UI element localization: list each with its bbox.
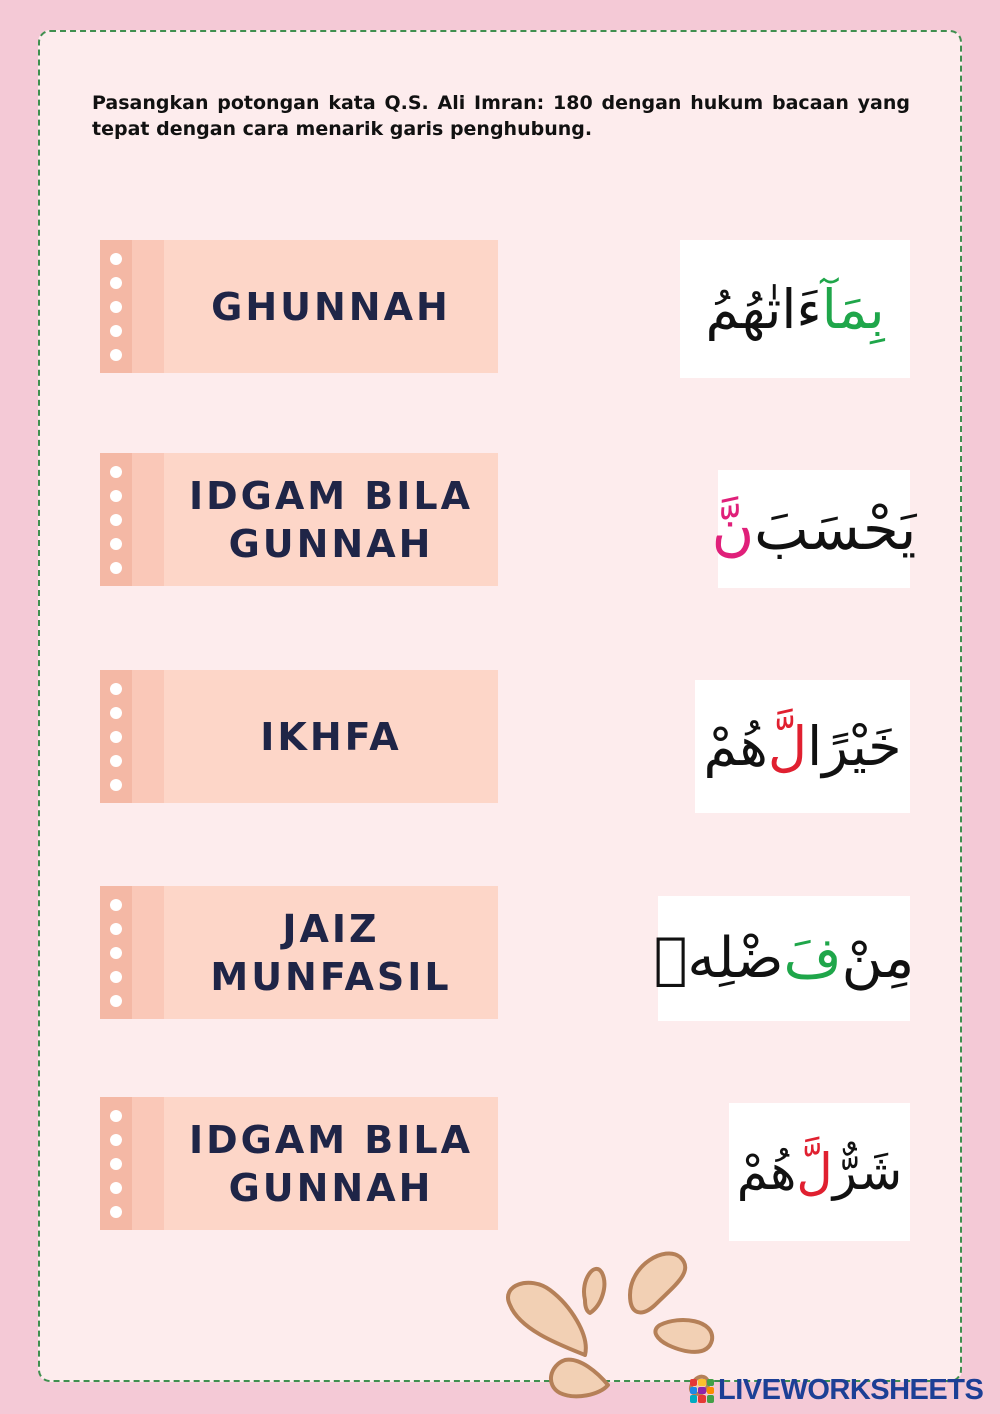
answer-label-idgam-bila-gunnah-2[interactable] xyxy=(100,1097,498,1230)
notebook-holes xyxy=(110,1110,122,1218)
instruction-text: Pasangkan potongan kata Q.S. Ali Imran: 180 dengan hukum bacaan yang tepat dengan cara menarik garis penghubung. xyxy=(92,92,910,140)
arabic-word-card-4[interactable] xyxy=(653,896,915,1021)
arabic-segment: هُمْ xyxy=(736,1143,797,1201)
arabic-segment: لَّ xyxy=(767,715,808,778)
brand-name: LIVEWORKSHEETS xyxy=(718,1374,984,1406)
label-text: IDGAM BILA GUNNAH xyxy=(188,473,474,566)
arabic-segment: ضْلِهٖ xyxy=(653,926,784,991)
arabic-segment: لَّ xyxy=(796,1143,833,1201)
arabic-word-card-3[interactable] xyxy=(695,680,910,813)
label-text: GHUNNAH xyxy=(211,284,451,329)
decorative-splash-illustration xyxy=(490,1245,720,1405)
label-strip-inner xyxy=(132,453,164,586)
label-text: IKHFA xyxy=(260,714,402,759)
arabic-segment: نَّ xyxy=(711,495,755,563)
arabic-segment: مِنْ xyxy=(841,926,915,991)
arabic-segment: شَرٌّ xyxy=(832,1143,903,1201)
label-strip-inner xyxy=(132,240,164,373)
arabic-segment: خَيْرًا xyxy=(807,715,902,778)
notebook-holes xyxy=(110,253,122,361)
arabic-segment: ءَاتٰهُمُ xyxy=(705,277,822,341)
label-text: IDGAM BILA GUNNAH xyxy=(188,1117,474,1210)
label-text: JAIZ MUNFASIL xyxy=(210,906,452,999)
arabic-segment: يَحْسَبَ xyxy=(754,495,917,563)
answer-label-idgam-bila-gunnah[interactable] xyxy=(100,453,498,586)
arabic-word-card-5[interactable] xyxy=(729,1103,910,1241)
arabic-segment: فَ xyxy=(783,926,842,991)
arabic-word-card-1[interactable] xyxy=(680,240,910,378)
label-strip-inner xyxy=(132,886,164,1019)
notebook-holes xyxy=(110,466,122,574)
arabic-segment: هُمْ xyxy=(703,715,768,778)
notebook-holes xyxy=(110,899,122,1007)
notebook-holes xyxy=(110,683,122,791)
answer-label-ghunnah[interactable] xyxy=(100,240,498,373)
liveworksheets-brand[interactable] xyxy=(690,1374,983,1407)
label-strip-inner xyxy=(132,670,164,803)
label-strip-inner xyxy=(132,1097,164,1230)
liveworksheets-logo-icon xyxy=(690,1379,714,1403)
arabic-segment: بِمَآ xyxy=(821,277,885,341)
answer-label-ikhfa[interactable] xyxy=(100,670,498,803)
arabic-word-card-2[interactable] xyxy=(711,470,917,588)
answer-label-jaiz-munfasil[interactable] xyxy=(100,886,498,1019)
